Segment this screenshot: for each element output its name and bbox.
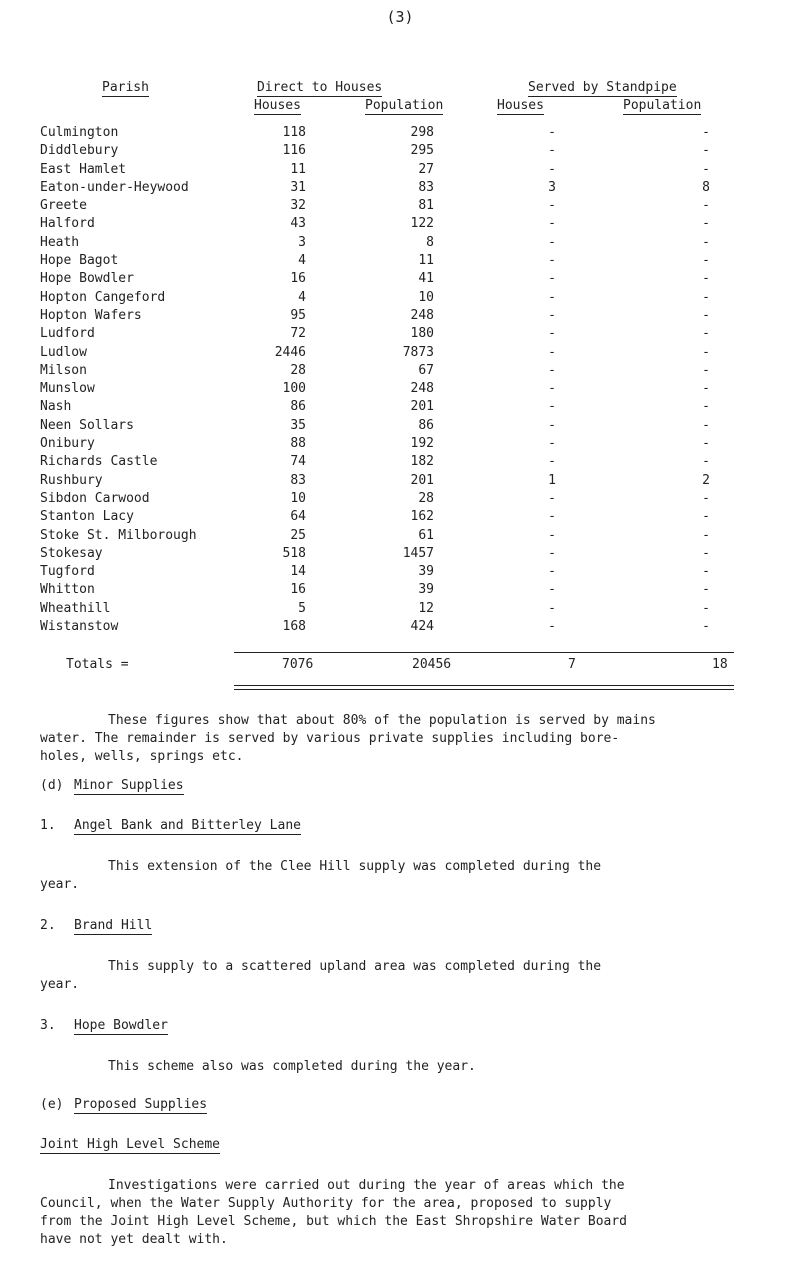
served-by-standpipe-header: Served by Standpipe	[528, 80, 677, 95]
table-row	[40, 417, 710, 435]
table-row	[40, 362, 710, 380]
population-cell: 86	[418, 417, 434, 433]
standpipe-houses-cell: -	[548, 399, 556, 415]
houses-cell: 2446	[274, 344, 306, 360]
section-e-heading	[40, 1097, 207, 1112]
standpipe-houses-cell: -	[548, 564, 556, 580]
item-2-number: 2.	[40, 918, 56, 933]
population-cell: 61	[418, 527, 434, 543]
standpipe-houses-cell: -	[548, 307, 556, 323]
table-row	[40, 508, 710, 526]
parish-name-cell: Wistanstow	[40, 619, 119, 635]
standpipe-houses-cell: 1	[548, 472, 556, 488]
houses-cell: 10	[290, 490, 306, 506]
parish-name-cell: Stokesay	[40, 545, 103, 561]
standpipe-population-cell: -	[702, 216, 710, 232]
summary-paragraph	[40, 712, 760, 766]
standpipe-population-cell: -	[702, 600, 710, 616]
parish-name-cell: Greete	[40, 198, 87, 214]
standpipe-population-cell: -	[702, 326, 710, 342]
parish-table	[40, 124, 710, 636]
parish-name-cell: Halford	[40, 216, 95, 232]
standpipe-population-cell: -	[702, 490, 710, 506]
table-row	[40, 197, 710, 215]
population-cell: 10	[418, 289, 434, 305]
table-row	[40, 325, 710, 343]
standpipe-population-header: Population	[623, 98, 702, 113]
parish-header: Parish	[102, 80, 149, 95]
table-row	[40, 289, 710, 307]
summary-line: holes, wells, springs etc.	[40, 749, 244, 764]
standpipe-houses-cell: -	[548, 326, 556, 342]
item-2-line: This supply to a scattered upland area was completed during the	[108, 959, 602, 974]
parish-name-cell: Culmington	[40, 125, 119, 140]
standpipe-houses-cell: -	[548, 381, 556, 397]
houses-cell: 16	[290, 582, 306, 598]
standpipe-population-cell: 8	[702, 179, 710, 195]
houses-cell: 116	[282, 143, 306, 159]
standpipe-houses-cell: -	[548, 289, 556, 305]
totals-label: Totals =	[66, 657, 129, 672]
standpipe-houses-cell: -	[548, 253, 556, 269]
standpipe-population-cell: -	[702, 161, 710, 177]
houses-cell: 86	[290, 399, 306, 415]
houses-cell: 72	[290, 326, 306, 342]
standpipe-houses-cell: -	[548, 216, 556, 232]
standpipe-population-cell: -	[702, 399, 710, 415]
standpipe-houses-cell: -	[548, 271, 556, 287]
standpipe-population-cell: -	[702, 253, 710, 269]
standpipe-houses-cell: -	[548, 582, 556, 598]
standpipe-houses-cell: -	[548, 417, 556, 433]
houses-cell: 5	[298, 600, 306, 616]
item-2-heading	[40, 918, 152, 933]
standpipe-houses-header: Houses	[497, 98, 544, 113]
houses-cell: 83	[290, 472, 306, 488]
houses-cell: 95	[290, 307, 306, 323]
population-cell: 1457	[402, 545, 434, 561]
item-2-text	[40, 958, 760, 994]
standpipe-population-cell: -	[702, 143, 710, 159]
table-row	[40, 490, 710, 508]
parish-name-cell: Milson	[40, 362, 87, 378]
population-cell: 192	[410, 436, 434, 452]
population-cell: 27	[418, 161, 434, 177]
population-cell: 39	[418, 564, 434, 580]
parish-name-cell: Stanton Lacy	[40, 509, 134, 525]
table-row	[40, 453, 710, 471]
totals-standpipe-population: 18	[712, 657, 728, 672]
table-row	[40, 581, 710, 599]
standpipe-population-cell: -	[702, 289, 710, 305]
population-cell: 295	[410, 143, 434, 159]
item-3-heading	[40, 1018, 168, 1033]
totals-houses: 7076	[282, 657, 314, 672]
standpipe-population-cell: -	[702, 436, 710, 452]
table-row	[40, 545, 710, 563]
standpipe-population-cell: -	[702, 198, 710, 214]
parish-name-cell: Hopton Cangeford	[40, 289, 166, 305]
houses-cell: 64	[290, 509, 306, 525]
standpipe-population-cell: -	[702, 362, 710, 378]
houses-cell: 11	[290, 161, 306, 177]
parish-name-cell: Diddlebury	[40, 143, 119, 159]
houses-cell: 74	[290, 454, 306, 470]
joint-scheme-title: Joint High Level Scheme	[40, 1137, 221, 1152]
standpipe-houses-cell: 3	[548, 179, 556, 195]
joint-scheme-heading	[40, 1137, 220, 1152]
population-cell: 162	[410, 509, 434, 525]
population-cell: 248	[410, 307, 434, 323]
population-cell: 67	[418, 362, 434, 378]
population-cell: 182	[410, 454, 434, 470]
table-row	[40, 124, 710, 142]
standpipe-houses-cell: -	[548, 362, 556, 378]
item-2-line: year.	[40, 977, 80, 992]
houses-cell: 31	[290, 179, 306, 195]
population-cell: 201	[410, 399, 434, 415]
item-2-title: Brand Hill	[74, 918, 153, 933]
standpipe-population-cell: -	[702, 234, 710, 250]
section-e-title: Proposed Supplies	[74, 1097, 208, 1112]
parish-name-cell: Munslow	[40, 381, 95, 397]
totals-rule-bottom-double	[234, 689, 734, 690]
parish-name-cell: Ludlow	[40, 344, 87, 360]
standpipe-population-cell: -	[702, 582, 710, 598]
standpipe-houses-cell: -	[548, 600, 556, 616]
population-cell: 298	[410, 125, 434, 140]
parish-name-cell: Nash	[40, 399, 72, 415]
parish-name-cell: Stoke St. Milborough	[40, 527, 197, 543]
joint-scheme-paragraph	[40, 1177, 760, 1249]
standpipe-population-cell: -	[702, 271, 710, 287]
standpipe-houses-cell: -	[548, 161, 556, 177]
standpipe-houses-cell: -	[548, 619, 556, 635]
joint-scheme-line: Council, when the Water Supply Authority for the area, proposed to supply	[40, 1196, 612, 1211]
table-row	[40, 252, 710, 270]
item-3-number: 3.	[40, 1018, 56, 1033]
population-cell: 83	[418, 179, 434, 195]
population-cell: 180	[410, 326, 434, 342]
parish-name-cell: Whitton	[40, 582, 95, 598]
parish-name-cell: Onibury	[40, 436, 95, 452]
totals-standpipe-houses: 7	[568, 657, 576, 672]
houses-cell: 168	[282, 619, 306, 635]
item-1-number: 1.	[40, 818, 56, 833]
parish-name-cell: Neen Sollars	[40, 417, 134, 433]
population-cell: 7873	[402, 344, 434, 360]
parish-name-cell: Tugford	[40, 564, 95, 580]
parish-name-cell: Sibdon Carwood	[40, 490, 150, 506]
standpipe-population-cell: -	[702, 545, 710, 561]
standpipe-population-cell: -	[702, 344, 710, 360]
parish-name-cell: Eaton-under-Heywood	[40, 179, 189, 195]
population-header: Population	[365, 98, 444, 113]
houses-cell: 518	[282, 545, 306, 561]
totals-rule-top	[234, 652, 734, 653]
item-1-line: This extension of the Clee Hill supply was completed during the	[108, 859, 602, 874]
totals-rule-bottom	[234, 685, 734, 686]
houses-cell: 88	[290, 436, 306, 452]
houses-cell: 4	[298, 289, 306, 305]
population-cell: 201	[410, 472, 434, 488]
standpipe-houses-cell: -	[548, 490, 556, 506]
standpipe-houses-cell: -	[548, 527, 556, 543]
table-row	[40, 234, 710, 252]
item-3-text	[40, 1058, 760, 1076]
population-cell: 248	[410, 381, 434, 397]
summary-line: These figures show that about 80% of the population is served by mains	[108, 713, 656, 728]
parish-name-cell: Richards Castle	[40, 454, 158, 470]
standpipe-houses-cell: -	[548, 125, 556, 140]
standpipe-population-cell: -	[702, 307, 710, 323]
table-row	[40, 398, 710, 416]
table-row	[40, 161, 710, 179]
population-cell: 81	[418, 198, 434, 214]
joint-scheme-line: Investigations were carried out during the year of areas which the	[108, 1178, 625, 1193]
joint-scheme-line: have not yet dealt with.	[40, 1232, 228, 1247]
standpipe-houses-cell: -	[548, 509, 556, 525]
houses-cell: 25	[290, 527, 306, 543]
population-cell: 28	[418, 490, 434, 506]
parish-name-cell: Hopton Wafers	[40, 307, 142, 323]
standpipe-population-cell: -	[702, 454, 710, 470]
page-number: (3)	[386, 8, 414, 26]
parish-name-cell: Heath	[40, 234, 80, 250]
table-row	[40, 344, 710, 362]
population-cell: 8	[426, 234, 434, 250]
item-3-line: This scheme also was completed during the year.	[108, 1059, 476, 1074]
parish-name-cell: Ludford	[40, 326, 95, 342]
section-d-heading	[40, 778, 184, 793]
table-row	[40, 307, 710, 325]
population-cell: 12	[418, 600, 434, 616]
table-row	[40, 527, 710, 545]
standpipe-houses-cell: -	[548, 143, 556, 159]
table-row	[40, 142, 710, 160]
standpipe-population-cell: -	[702, 619, 710, 635]
houses-cell: 32	[290, 198, 306, 214]
table-row	[40, 563, 710, 581]
population-cell: 122	[410, 216, 434, 232]
population-cell: 39	[418, 582, 434, 598]
summary-line: water. The remainder is served by various private supplies including bore-	[40, 731, 620, 746]
standpipe-houses-cell: -	[548, 198, 556, 214]
item-1-line: year.	[40, 877, 80, 892]
section-d-title: Minor Supplies	[74, 778, 184, 793]
table-row	[40, 380, 710, 398]
population-cell: 41	[418, 271, 434, 287]
direct-to-houses-header: Direct to Houses	[257, 80, 383, 95]
standpipe-population-cell: -	[702, 564, 710, 580]
standpipe-population-cell: -	[702, 527, 710, 543]
item-3-title: Hope Bowdler	[74, 1018, 168, 1033]
standpipe-houses-cell: -	[548, 234, 556, 250]
table-row	[40, 179, 710, 197]
standpipe-houses-cell: -	[548, 436, 556, 452]
houses-cell: 3	[298, 234, 306, 250]
parish-name-cell: Hope Bowdler	[40, 271, 134, 287]
parish-name-cell: East Hamlet	[40, 161, 127, 177]
standpipe-population-cell: 2	[702, 472, 710, 488]
houses-cell: 43	[290, 216, 306, 232]
section-e-label: (e)	[40, 1097, 64, 1112]
standpipe-population-cell: -	[702, 125, 710, 140]
table-row	[40, 270, 710, 288]
houses-cell: 28	[290, 362, 306, 378]
standpipe-population-cell: -	[702, 509, 710, 525]
parish-name-cell: Hope Bagot	[40, 253, 119, 269]
table-row	[40, 215, 710, 233]
parish-name-cell: Wheathill	[40, 600, 111, 616]
parish-name-cell: Rushbury	[40, 472, 103, 488]
houses-header: Houses	[254, 98, 301, 113]
standpipe-houses-cell: -	[548, 344, 556, 360]
item-1-heading	[40, 818, 301, 833]
totals-population: 20456	[412, 657, 452, 672]
section-d-label: (d)	[40, 778, 64, 793]
item-1-title: Angel Bank and Bitterley Lane	[74, 818, 301, 833]
population-cell: 424	[410, 619, 434, 635]
item-1-text	[40, 858, 760, 894]
table-row	[40, 435, 710, 453]
standpipe-houses-cell: -	[548, 454, 556, 470]
standpipe-houses-cell: -	[548, 545, 556, 561]
houses-cell: 118	[282, 125, 306, 140]
table-row	[40, 600, 710, 618]
table-row	[40, 618, 710, 636]
houses-cell: 14	[290, 564, 306, 580]
houses-cell: 16	[290, 271, 306, 287]
joint-scheme-line: from the Joint High Level Scheme, but which the East Shropshire Water Board	[40, 1214, 627, 1229]
houses-cell: 4	[298, 253, 306, 269]
houses-cell: 100	[282, 381, 306, 397]
table-row	[40, 472, 710, 490]
standpipe-population-cell: -	[702, 381, 710, 397]
standpipe-population-cell: -	[702, 417, 710, 433]
population-cell: 11	[418, 253, 434, 269]
houses-cell: 35	[290, 417, 306, 433]
